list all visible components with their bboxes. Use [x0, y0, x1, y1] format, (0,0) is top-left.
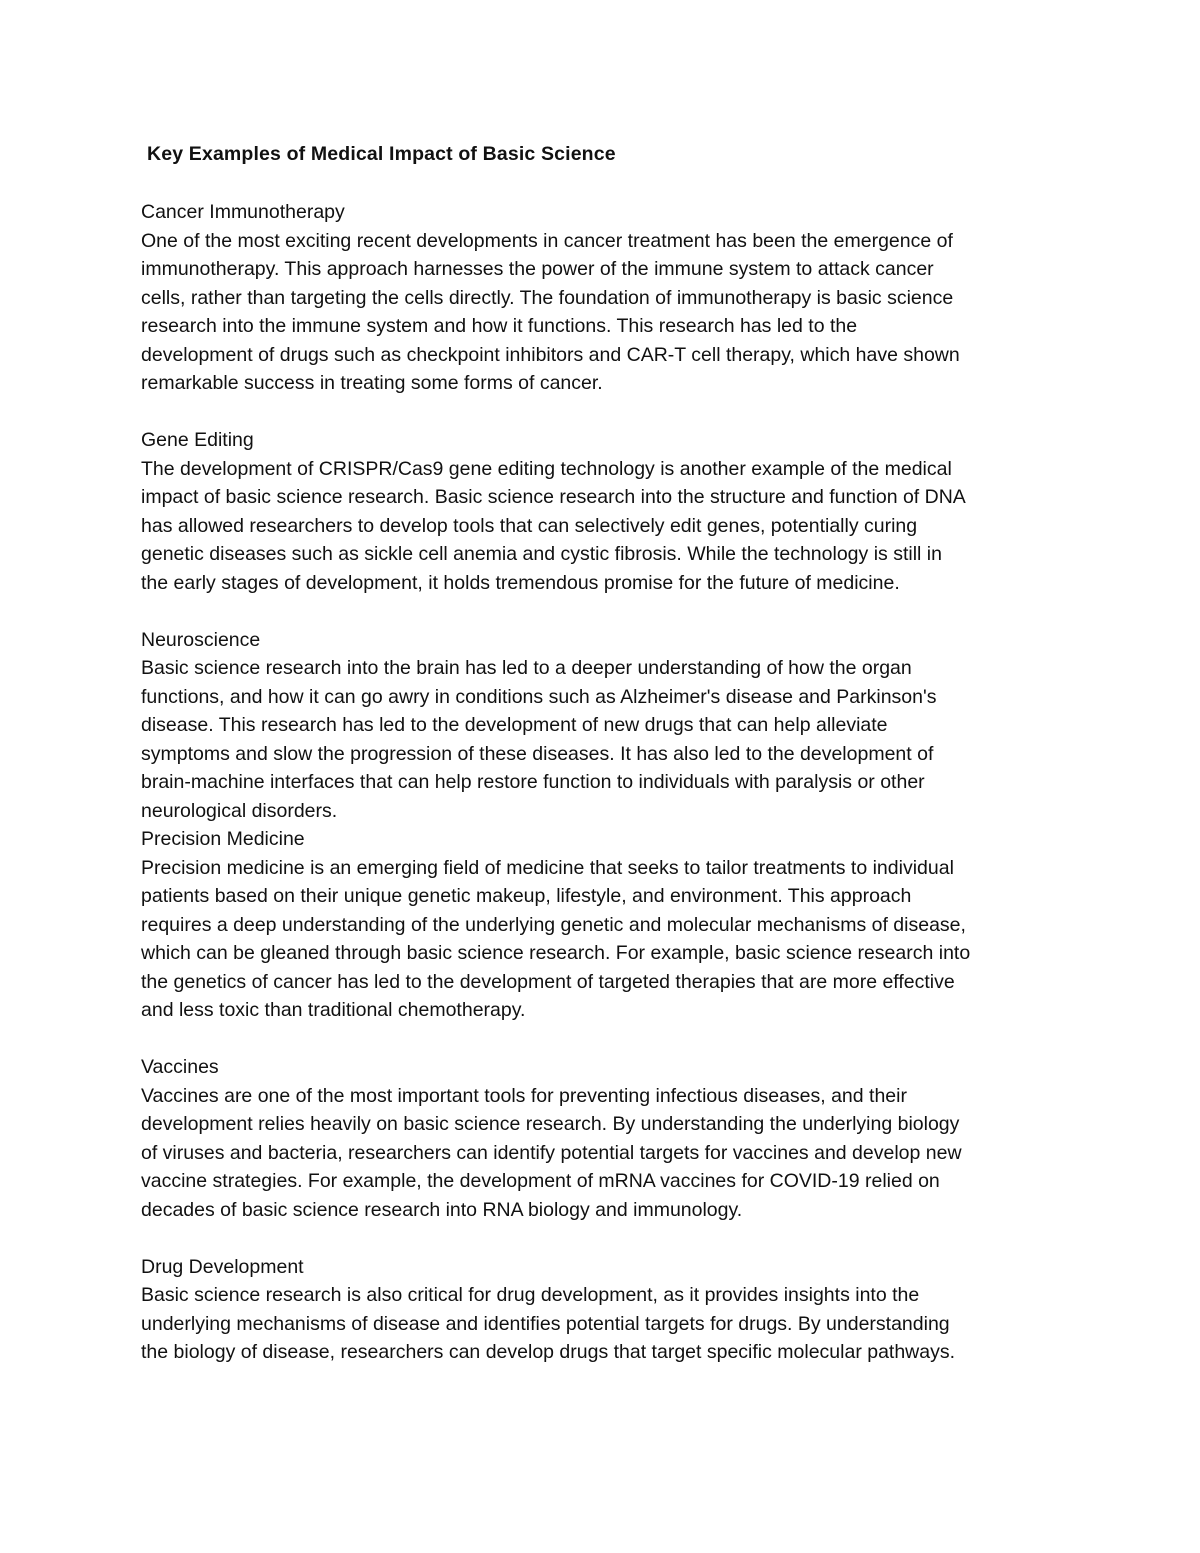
text-line: genetic diseases such as sickle cell anemia and cystic fibrosis. While the technology is still in — [141, 543, 942, 565]
blank-line — [141, 1025, 1071, 1054]
section-paragraph — [141, 455, 1071, 598]
text-line: requires a deep understanding of the underlying genetic and molecular mechanisms of disease, — [141, 913, 966, 936]
text-line: functions, and how it can go awry in conditions such as Alzheimer's disease and Parkinson's — [141, 685, 937, 708]
section-heading: Drug Development — [141, 1255, 304, 1278]
text-line: the genetics of cancer has led to the development of targeted therapies that are more effective — [141, 970, 955, 993]
text-line: the early stages of development, it holds tremendous promise for the future of medicine. — [141, 571, 900, 594]
document-title: Key Examples of Medical Impact of Basic Science — [147, 143, 616, 165]
text-line: impact of basic science research. Basic science research into the structure and function of DNA — [141, 486, 966, 508]
section-heading: Cancer Immunotherapy — [141, 201, 345, 223]
section-paragraph — [141, 1281, 1071, 1367]
blank-line — [141, 597, 1071, 626]
text-line: Basic science research is also critical for drug development, as it provides insights into the — [141, 1284, 920, 1306]
text-line: decades of basic science research into RNA biology and immunology. — [141, 1198, 743, 1221]
section-heading: Gene Editing — [141, 429, 254, 451]
text-line: underlying mechanisms of disease and identifies potential targets for drugs. By understanding — [141, 1312, 950, 1335]
section-heading: Precision Medicine — [141, 828, 305, 850]
section-precision-medicine — [141, 825, 1071, 1025]
section-heading: Neuroscience — [141, 628, 261, 651]
text-line: the biology of disease, researchers can develop drugs that target specific molecular pathways. — [141, 1341, 956, 1363]
text-line: brain-machine interfaces that can help restore function to individuals with paralysis or other — [141, 771, 925, 793]
section-vaccines — [141, 1053, 1071, 1224]
section-gene-editing — [141, 426, 1071, 597]
text-line: One of the most exciting recent developments in cancer treatment has been the emergence of — [141, 229, 953, 252]
text-line: research into the immune system and how it functions. This research has led to the — [141, 315, 858, 337]
text-line: Vaccines are one of the most important tools for preventing infectious diseases, and their — [141, 1084, 907, 1107]
section-paragraph — [141, 1082, 1071, 1225]
text-line: development relies heavily on basic science research. By understanding the underlying biology — [141, 1113, 960, 1135]
section-paragraph — [141, 654, 1071, 825]
text-line: symptoms and slow the progression of these diseases. It has also led to the development of — [141, 742, 934, 765]
section-neuroscience — [141, 626, 1071, 826]
text-line: Precision medicine is an emerging field of medicine that seeks to tailor treatments to individual — [141, 856, 954, 879]
section-cancer-immunotherapy — [141, 198, 1071, 398]
text-line: immunotherapy. This approach harnesses the power of the immune system to attack cancer — [141, 258, 934, 280]
text-line: and less toxic than traditional chemotherapy. — [141, 999, 526, 1021]
blank-line — [141, 1224, 1071, 1253]
text-line: remarkable success in treating some forms of cancer. — [141, 372, 603, 394]
section-drug-development — [141, 1253, 1071, 1367]
text-line: disease. This research has led to the development of new drugs that can help alleviate — [141, 714, 888, 736]
text-line: vaccine strategies. For example, the development of mRNA vaccines for COVID-19 relied on — [141, 1170, 940, 1192]
text-line: development of drugs such as checkpoint inhibitors and CAR-T cell therapy, which have shown — [141, 343, 960, 366]
text-line: which can be gleaned through basic science research. For example, basic science research into — [141, 942, 971, 964]
text-line: The development of CRISPR/Cas9 gene editing technology is another example of the medical — [141, 457, 952, 480]
section-heading: Vaccines — [141, 1056, 219, 1078]
text-line: neurological disorders. — [141, 799, 338, 822]
section-paragraph — [141, 854, 1071, 1025]
text-line: cells, rather than targeting the cells directly. The foundation of immunotherapy is basic science — [141, 286, 954, 309]
document-body — [141, 198, 1071, 1367]
blank-line — [141, 398, 1071, 427]
text-line: patients based on their unique genetic makeup, lifestyle, and environment. This approach — [141, 885, 912, 907]
text-line: of viruses and bacteria, researchers can identify potential targets for vaccines and develop new — [141, 1141, 962, 1164]
text-line: has allowed researchers to develop tools that can selectively edit genes, potentially curing — [141, 514, 918, 537]
text-line: Basic science research into the brain has led to a deeper understanding of how the organ — [141, 657, 912, 679]
section-paragraph — [141, 227, 1071, 398]
